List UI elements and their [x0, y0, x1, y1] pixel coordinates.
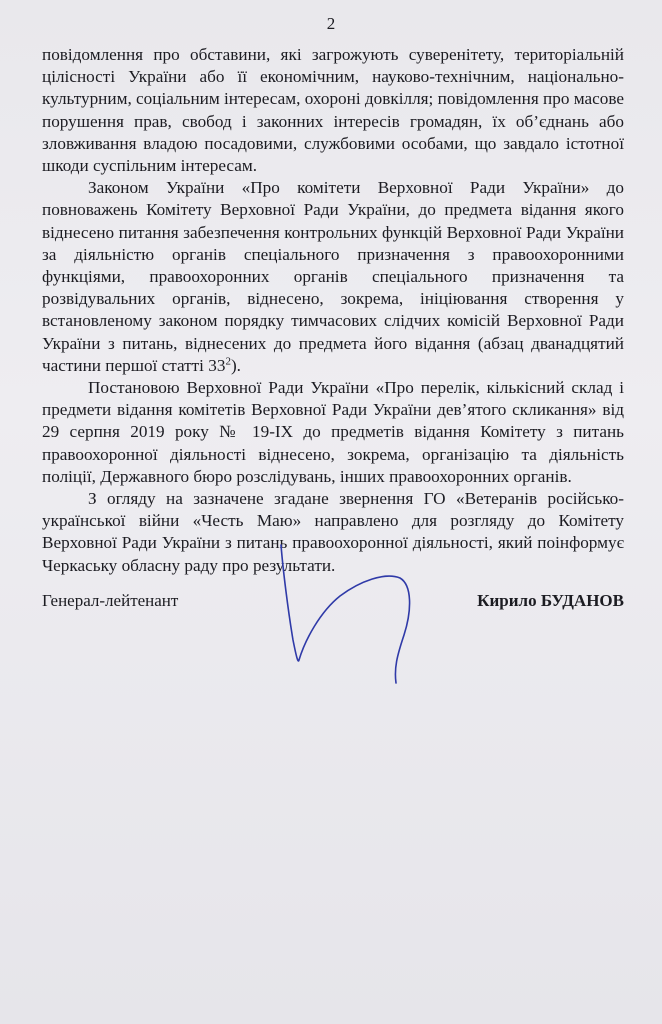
paragraph-2-tail: ). [230, 355, 241, 375]
paragraph-4: З огляду на зазначене згадане звернення ГО «Ветеранів російсько-української війни «Честь Маю» направлено для розгляду до Комітету Верховної Ради України з питань правоохоронної діяльності, який поінформує Черкаську обласну раду про результати. [42, 489, 624, 575]
paragraph-1: повідомлення про обставини, які загрожують суверенітету, територіальній цілісності України або її економічним, науково-технічним, національно-культурним, соціальним інтересам, охороні довкілля; повідомлення про масове порушення прав, свобод і законних інтересів громадян, їх об’єднань або зловживання владою посадовими, службовими особами, що завдало істотної шкоди суспільним інтересам. [42, 45, 624, 176]
footnote-superscript: 2 [225, 355, 231, 368]
paragraph-2-text: Законом України «Про комітети Верховної Ради України» до повноважень Комітету Верховної Ради України, до предмета відання якого віднесено питання забезпечення контрольних функцій Верховної Ради України за діяльністю органів спеціального призначення з правоохоронними функціями, правоохоронних органів спеціального призначення та розвідувальних органів, віднесено, зокрема, ініціювання створення у встановленому законом порядку тимчасових слідчих комісій Верховної Ради України з питань, віднесених до предмета його відання (абзац дванадцятий частини першої статті 33 [42, 178, 624, 375]
signer-position: Генерал-лейтенант [42, 591, 179, 610]
page-number: 2 [326, 14, 336, 33]
signer-name: Кирило БУДАНОВ [477, 591, 624, 610]
paragraph-2 [42, 177, 624, 377]
paragraph-3: Постановою Верховної Ради України «Про перелік, кількісний склад і предмети відання комітетів Верховної Ради України дев’ятого скликання» від 29 серпня 2019 року № 19-IX до предметів відання Комітету з питань правоохоронної діяльності віднесено, зокрема, організацію та діяльність поліції, Державного бюро розслідувань, інших правоохоронних органів. [42, 378, 624, 486]
letter-body [42, 44, 624, 577]
